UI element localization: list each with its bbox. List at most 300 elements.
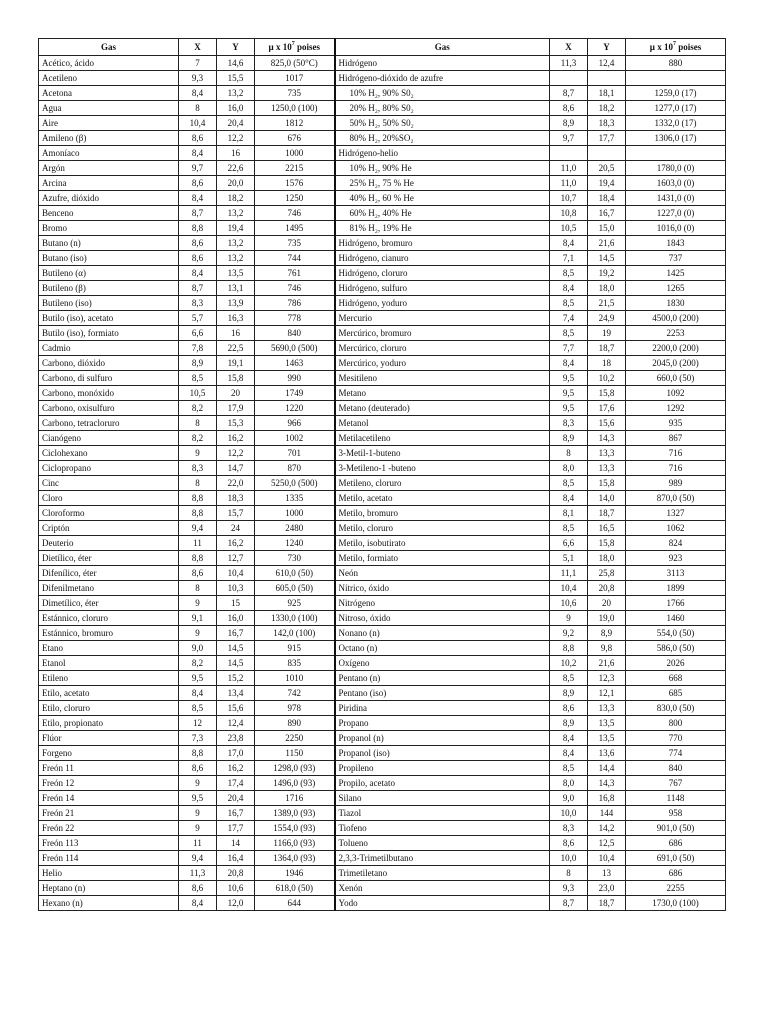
viscosity-value-left: 1000 — [255, 146, 335, 161]
y-value-right: 13,3 — [588, 701, 626, 716]
table-row — [39, 716, 726, 731]
y-header-left: Y — [217, 39, 255, 56]
viscosity-value-left: 1749 — [255, 386, 335, 401]
viscosity-value-right: 923 — [626, 551, 726, 566]
y-value-left: 17,0 — [217, 746, 255, 761]
gas-name-left: Freón 11 — [39, 761, 179, 776]
x-value-right: 9,5 — [550, 371, 588, 386]
viscosity-value-right: 1306,0 (17) — [626, 131, 726, 146]
y-value-right: 20,8 — [588, 581, 626, 596]
viscosity-value-left: 142,0 (100) — [255, 626, 335, 641]
y-value-right: 18,0 — [588, 551, 626, 566]
gas-name-left: Criptón — [39, 521, 179, 536]
x-value-right: 10,6 — [550, 596, 588, 611]
y-value-left: 20,4 — [217, 791, 255, 806]
table-row — [39, 596, 726, 611]
table-row — [39, 131, 726, 146]
y-value-left: 15,8 — [217, 371, 255, 386]
y-value-left: 16,3 — [217, 311, 255, 326]
y-value-left: 16,0 — [217, 611, 255, 626]
viscosity-value-left: 744 — [255, 251, 335, 266]
gas-name-left: Difenilmetano — [39, 581, 179, 596]
viscosity-value-left: 761 — [255, 266, 335, 281]
gas-name-left: Butileno (iso) — [39, 296, 179, 311]
x-value-right: 11,1 — [550, 566, 588, 581]
y-value-right: 13,6 — [588, 746, 626, 761]
table-row — [39, 326, 726, 341]
gas-name-left: Cloroformo — [39, 506, 179, 521]
gas-name-right: Oxígeno — [335, 656, 550, 671]
x-value-right: 10,8 — [550, 206, 588, 221]
y-value-left: 12,0 — [217, 896, 255, 911]
y-value-right: 21,6 — [588, 236, 626, 251]
y-value-right: 20,5 — [588, 161, 626, 176]
x-value-left: 9 — [179, 776, 217, 791]
y-value-right: 14,4 — [588, 761, 626, 776]
table-row — [39, 746, 726, 761]
table-row — [39, 806, 726, 821]
table-row — [39, 611, 726, 626]
gas-header-right: Gas — [335, 39, 550, 56]
viscosity-value-right: 668 — [626, 671, 726, 686]
gas-name-right: Metilo, bromuro — [335, 506, 550, 521]
gas-name-right: Hidrógeno, sulfuro — [335, 281, 550, 296]
gas-name-left: Cadmio — [39, 341, 179, 356]
x-value-right — [550, 71, 588, 86]
y-value-left: 17,9 — [217, 401, 255, 416]
table-row — [39, 281, 726, 296]
x-value-right: 8,5 — [550, 326, 588, 341]
y-value-left: 16 — [217, 326, 255, 341]
viscosity-value-right: 691,0 (50) — [626, 851, 726, 866]
gas-viscosity-table — [38, 38, 726, 911]
gas-name-left: Estánnico, bromuro — [39, 626, 179, 641]
y-value-right: 19 — [588, 326, 626, 341]
viscosity-value-right: 1016,0 (0) — [626, 221, 726, 236]
y-value-right: 18,7 — [588, 896, 626, 911]
viscosity-value-right: 1843 — [626, 236, 726, 251]
y-value-right: 17,6 — [588, 401, 626, 416]
y-value-left: 12,2 — [217, 131, 255, 146]
viscosity-value-left: 915 — [255, 641, 335, 656]
viscosity-value-left: 2215 — [255, 161, 335, 176]
gas-name-left: Cloro — [39, 491, 179, 506]
y-value-right: 15,8 — [588, 536, 626, 551]
gas-name-left: Estánnico, cloruro — [39, 611, 179, 626]
y-value-left: 13,4 — [217, 686, 255, 701]
y-value-right: 25,8 — [588, 566, 626, 581]
table-row — [39, 101, 726, 116]
viscosity-value-left: 1389,0 (93) — [255, 806, 335, 821]
y-value-right: 23,0 — [588, 881, 626, 896]
table-row — [39, 641, 726, 656]
viscosity-value-left: 730 — [255, 551, 335, 566]
y-value-left: 13,9 — [217, 296, 255, 311]
viscosity-value-left: 746 — [255, 206, 335, 221]
viscosity-value-right: 1092 — [626, 386, 726, 401]
y-value-right: 13,3 — [588, 446, 626, 461]
viscosity-value-left: 618,0 (50) — [255, 881, 335, 896]
gas-name-right: Propilo, acetato — [335, 776, 550, 791]
viscosity-value-right: 1292 — [626, 401, 726, 416]
header-row — [39, 39, 726, 56]
y-value-left: 15,7 — [217, 506, 255, 521]
table-row — [39, 521, 726, 536]
table-row — [39, 386, 726, 401]
viscosity-value-left: 990 — [255, 371, 335, 386]
gas-name-left: Freón 14 — [39, 791, 179, 806]
y-value-left: 19,4 — [217, 221, 255, 236]
viscosity-value-left: 676 — [255, 131, 335, 146]
gas-name-right: Tolueno — [335, 836, 550, 851]
viscosity-value-right: 1431,0 (0) — [626, 191, 726, 206]
x-value-left: 8,4 — [179, 896, 217, 911]
x-value-right: 8,5 — [550, 671, 588, 686]
table-row — [39, 446, 726, 461]
x-value-left: 9 — [179, 806, 217, 821]
table-row — [39, 221, 726, 236]
x-value-right: 8,5 — [550, 266, 588, 281]
y-value-left: 20,0 — [217, 176, 255, 191]
x-value-left: 8,2 — [179, 401, 217, 416]
y-value-left: 16,7 — [217, 626, 255, 641]
y-value-right: 144 — [588, 806, 626, 821]
table-row — [39, 791, 726, 806]
gas-name-right: Nitrógeno — [335, 596, 550, 611]
viscosity-value-right: 1265 — [626, 281, 726, 296]
gas-name-right: Yodo — [335, 896, 550, 911]
gas-name-left: Amoníaco — [39, 146, 179, 161]
viscosity-value-right — [626, 71, 726, 86]
viscosity-value-right: 660,0 (50) — [626, 371, 726, 386]
gas-name-right: Mercúrico, yoduro — [335, 356, 550, 371]
x-value-left: 8,4 — [179, 686, 217, 701]
gas-name-right: Nonano (n) — [335, 626, 550, 641]
x-value-left: 10,5 — [179, 386, 217, 401]
gas-name-left: Arcina — [39, 176, 179, 191]
table-row — [39, 161, 726, 176]
y-value-left: 10,3 — [217, 581, 255, 596]
table-row — [39, 251, 726, 266]
x-value-left: 7,8 — [179, 341, 217, 356]
x-value-left: 8,5 — [179, 701, 217, 716]
table-row — [39, 176, 726, 191]
gas-name-right: Mercúrico, cloruro — [335, 341, 550, 356]
x-value-right: 8,5 — [550, 761, 588, 776]
x-value-left: 8,8 — [179, 551, 217, 566]
gas-name-left: Ciclohexano — [39, 446, 179, 461]
x-value-right: 8,5 — [550, 296, 588, 311]
table-row — [39, 341, 726, 356]
gas-name-left: Benceno — [39, 206, 179, 221]
y-value-left: 12,2 — [217, 446, 255, 461]
gas-name-right: Hidrógeno — [335, 56, 550, 71]
gas-name-right: 20% H₂, 80% S0₂ — [335, 101, 550, 116]
y-value-left: 15,3 — [217, 416, 255, 431]
y-value-right: 18,2 — [588, 101, 626, 116]
gas-name-left: Carbono, di sulfuro — [39, 371, 179, 386]
gas-name-left: Acetileno — [39, 71, 179, 86]
gas-name-right: Metilo, cloruro — [335, 521, 550, 536]
y-value-right: 9,8 — [588, 641, 626, 656]
viscosity-value-right: 870,0 (50) — [626, 491, 726, 506]
x-value-left: 8,3 — [179, 461, 217, 476]
x-value-right: 8,7 — [550, 896, 588, 911]
y-value-right: 20 — [588, 596, 626, 611]
viscosity-value-left: 1017 — [255, 71, 335, 86]
y-value-right: 13,3 — [588, 461, 626, 476]
table-row — [39, 431, 726, 446]
viscosity-value-right: 4500,0 (200) — [626, 311, 726, 326]
viscosity-value-left: 786 — [255, 296, 335, 311]
gas-name-right: Hidrógeno-dióxido de azufre — [335, 71, 550, 86]
x-value-left: 7,3 — [179, 731, 217, 746]
gas-name-right: Octano (n) — [335, 641, 550, 656]
viscosity-header-left: µ x $10^7$ poises — [255, 39, 335, 56]
table-row — [39, 836, 726, 851]
viscosity-value-right: 2200,0 (200) — [626, 341, 726, 356]
x-value-left: 8,4 — [179, 266, 217, 281]
viscosity-value-right: 1766 — [626, 596, 726, 611]
gas-name-right: Metilo, acetato — [335, 491, 550, 506]
y-value-right: 15,0 — [588, 221, 626, 236]
gas-name-left: Butileno (α) — [39, 266, 179, 281]
viscosity-value-left: 1240 — [255, 536, 335, 551]
gas-name-left: Freón 113 — [39, 836, 179, 851]
viscosity-value-left: 644 — [255, 896, 335, 911]
viscosity-value-right: 1460 — [626, 611, 726, 626]
y-value-right: 19,0 — [588, 611, 626, 626]
x-value-left: 9 — [179, 626, 217, 641]
y-value-right: 18,1 — [588, 86, 626, 101]
gas-name-left: Deuterio — [39, 536, 179, 551]
y-value-right: 14,3 — [588, 431, 626, 446]
y-value-left: 13,5 — [217, 266, 255, 281]
gas-name-right: Tiazol — [335, 806, 550, 821]
y-value-left: 16,4 — [217, 851, 255, 866]
gas-name-left: Ciclopropano — [39, 461, 179, 476]
gas-name-left: Acético, ácido — [39, 56, 179, 71]
gas-name-right: Hidrógeno, yoduro — [335, 296, 550, 311]
y-value-left: 15,6 — [217, 701, 255, 716]
viscosity-value-right: 2045,0 (200) — [626, 356, 726, 371]
gas-name-right: Metilo, formiato — [335, 551, 550, 566]
y-value-left: 10,4 — [217, 566, 255, 581]
viscosity-value-left: 925 — [255, 596, 335, 611]
x-value-left: 9,4 — [179, 851, 217, 866]
x-value-right: 11,0 — [550, 176, 588, 191]
x-value-right: 10,0 — [550, 806, 588, 821]
gas-name-right: Hidrógeno, cloruro — [335, 266, 550, 281]
gas-name-left: Carbono, monóxido — [39, 386, 179, 401]
table-row — [39, 86, 726, 101]
table-row — [39, 896, 726, 911]
viscosity-value-right: 716 — [626, 461, 726, 476]
table-row — [39, 866, 726, 881]
gas-name-right: Metileno, cloruro — [335, 476, 550, 491]
gas-name-left: Etilo, acetato — [39, 686, 179, 701]
viscosity-value-right: 989 — [626, 476, 726, 491]
x-value-right: 8,0 — [550, 461, 588, 476]
viscosity-value-right: 901,0 (50) — [626, 821, 726, 836]
gas-name-right: Tiofeno — [335, 821, 550, 836]
gas-name-right: Piridina — [335, 701, 550, 716]
y-value-left: 18,2 — [217, 191, 255, 206]
x-value-right: 8,4 — [550, 356, 588, 371]
x-value-left: 9,0 — [179, 641, 217, 656]
viscosity-value-left: 746 — [255, 281, 335, 296]
x-value-right: 10,0 — [550, 851, 588, 866]
x-value-left: 9,4 — [179, 521, 217, 536]
y-value-right: 16,5 — [588, 521, 626, 536]
viscosity-value-right: 1425 — [626, 266, 726, 281]
x-value-right: 7,4 — [550, 311, 588, 326]
gas-name-left: Dimetílico, éter — [39, 596, 179, 611]
y-value-left: 14,5 — [217, 656, 255, 671]
y-value-left: 16,7 — [217, 806, 255, 821]
x-value-right: 8,6 — [550, 701, 588, 716]
table-row — [39, 551, 726, 566]
y-value-left: 16,2 — [217, 431, 255, 446]
x-value-right: 10,7 — [550, 191, 588, 206]
x-value-right: 8,5 — [550, 476, 588, 491]
gas-name-right: 3-Metil-1-buteno — [335, 446, 550, 461]
y-value-right: 21,5 — [588, 296, 626, 311]
x-value-right: 9,5 — [550, 386, 588, 401]
y-value-left: 22,5 — [217, 341, 255, 356]
gas-name-right: Metilacetileno — [335, 431, 550, 446]
x-value-left: 8 — [179, 101, 217, 116]
gas-name-right: Hidrógeno, bromuro — [335, 236, 550, 251]
y-value-left: 10,6 — [217, 881, 255, 896]
y-value-right: 19,2 — [588, 266, 626, 281]
y-header-right: Y — [588, 39, 626, 56]
viscosity-value-left: 778 — [255, 311, 335, 326]
viscosity-value-right: 1227,0 (0) — [626, 206, 726, 221]
y-value-right: 13 — [588, 866, 626, 881]
x-value-left: 10,4 — [179, 116, 217, 131]
y-value-right: 18 — [588, 356, 626, 371]
viscosity-value-right: 867 — [626, 431, 726, 446]
x-value-right: 8,4 — [550, 746, 588, 761]
x-value-right: 8,1 — [550, 506, 588, 521]
gas-name-right: Propanol (n) — [335, 731, 550, 746]
viscosity-value-left: 1000 — [255, 506, 335, 521]
viscosity-value-right: 800 — [626, 716, 726, 731]
y-value-right: 18,7 — [588, 506, 626, 521]
table-row — [39, 821, 726, 836]
viscosity-value-left: 701 — [255, 446, 335, 461]
y-value-right: 14,2 — [588, 821, 626, 836]
x-value-left: 8,4 — [179, 146, 217, 161]
gas-name-right: 40% H₂, 60 % He — [335, 191, 550, 206]
y-value-left: 14,5 — [217, 641, 255, 656]
y-value-left: 18,3 — [217, 491, 255, 506]
y-value-right: 18,0 — [588, 281, 626, 296]
gas-name-left: Carbono, tetracloruro — [39, 416, 179, 431]
x-header-right: X — [550, 39, 588, 56]
viscosity-value-right: 2026 — [626, 656, 726, 671]
y-value-left: 13,2 — [217, 251, 255, 266]
viscosity-value-right: 686 — [626, 866, 726, 881]
gas-name-right: 10% H₂, 90% S0₂ — [335, 86, 550, 101]
x-value-right: 8,6 — [550, 101, 588, 116]
gas-name-left: Carbono, oxisulfuro — [39, 401, 179, 416]
y-value-left: 23,8 — [217, 731, 255, 746]
viscosity-value-right: 1327 — [626, 506, 726, 521]
y-value-left: 14 — [217, 836, 255, 851]
x-value-right: 8,4 — [550, 236, 588, 251]
table-row — [39, 506, 726, 521]
viscosity-value-right: 1277,0 (17) — [626, 101, 726, 116]
viscosity-value-right: 1332,0 (17) — [626, 116, 726, 131]
x-value-right: 11,0 — [550, 161, 588, 176]
x-value-left: 8,6 — [179, 761, 217, 776]
viscosity-value-left: 890 — [255, 716, 335, 731]
gas-name-left: Etano — [39, 641, 179, 656]
viscosity-value-left: 1495 — [255, 221, 335, 236]
x-value-left: 8,6 — [179, 176, 217, 191]
x-value-left: 9,7 — [179, 161, 217, 176]
gas-name-left: Agua — [39, 101, 179, 116]
table-row — [39, 206, 726, 221]
viscosity-value-left: 2480 — [255, 521, 335, 536]
x-value-right: 9,0 — [550, 791, 588, 806]
gas-name-right: Metilo, isobutirato — [335, 536, 550, 551]
x-value-left: 8,6 — [179, 236, 217, 251]
table-row — [39, 146, 726, 161]
viscosity-value-right: 554,0 (50) — [626, 626, 726, 641]
x-value-left: 8,8 — [179, 506, 217, 521]
x-value-left: 11,3 — [179, 866, 217, 881]
table-row — [39, 731, 726, 746]
gas-name-left: Difenílico, éter — [39, 566, 179, 581]
x-value-right: 7,7 — [550, 341, 588, 356]
y-value-left: 20,8 — [217, 866, 255, 881]
table-row — [39, 116, 726, 131]
x-value-left: 9,5 — [179, 671, 217, 686]
y-value-right: 13,5 — [588, 716, 626, 731]
viscosity-value-left: 1002 — [255, 431, 335, 446]
viscosity-value-right: 586,0 (50) — [626, 641, 726, 656]
table-row — [39, 656, 726, 671]
gas-name-right: Propileno — [335, 761, 550, 776]
gas-name-left: Amileno (β) — [39, 131, 179, 146]
table-row — [39, 71, 726, 86]
x-value-right: 8,7 — [550, 86, 588, 101]
viscosity-value-left: 1150 — [255, 746, 335, 761]
table-row — [39, 881, 726, 896]
gas-name-left: Argón — [39, 161, 179, 176]
x-value-left: 11 — [179, 536, 217, 551]
x-value-right: 8,5 — [550, 521, 588, 536]
y-value-left: 13,2 — [217, 86, 255, 101]
y-value-right: 18,7 — [588, 341, 626, 356]
y-value-left: 12,7 — [217, 551, 255, 566]
x-value-left: 8,8 — [179, 491, 217, 506]
viscosity-value-left: 1166,0 (93) — [255, 836, 335, 851]
table-row — [39, 236, 726, 251]
x-value-right: 8 — [550, 866, 588, 881]
x-value-left: 8,4 — [179, 191, 217, 206]
gas-name-left: Butano (n) — [39, 236, 179, 251]
gas-name-right: Pentano (n) — [335, 671, 550, 686]
y-value-right: 17,7 — [588, 131, 626, 146]
x-value-left: 9 — [179, 596, 217, 611]
y-value-right: 16,8 — [588, 791, 626, 806]
y-value-left: 12,4 — [217, 716, 255, 731]
y-value-left: 24 — [217, 521, 255, 536]
